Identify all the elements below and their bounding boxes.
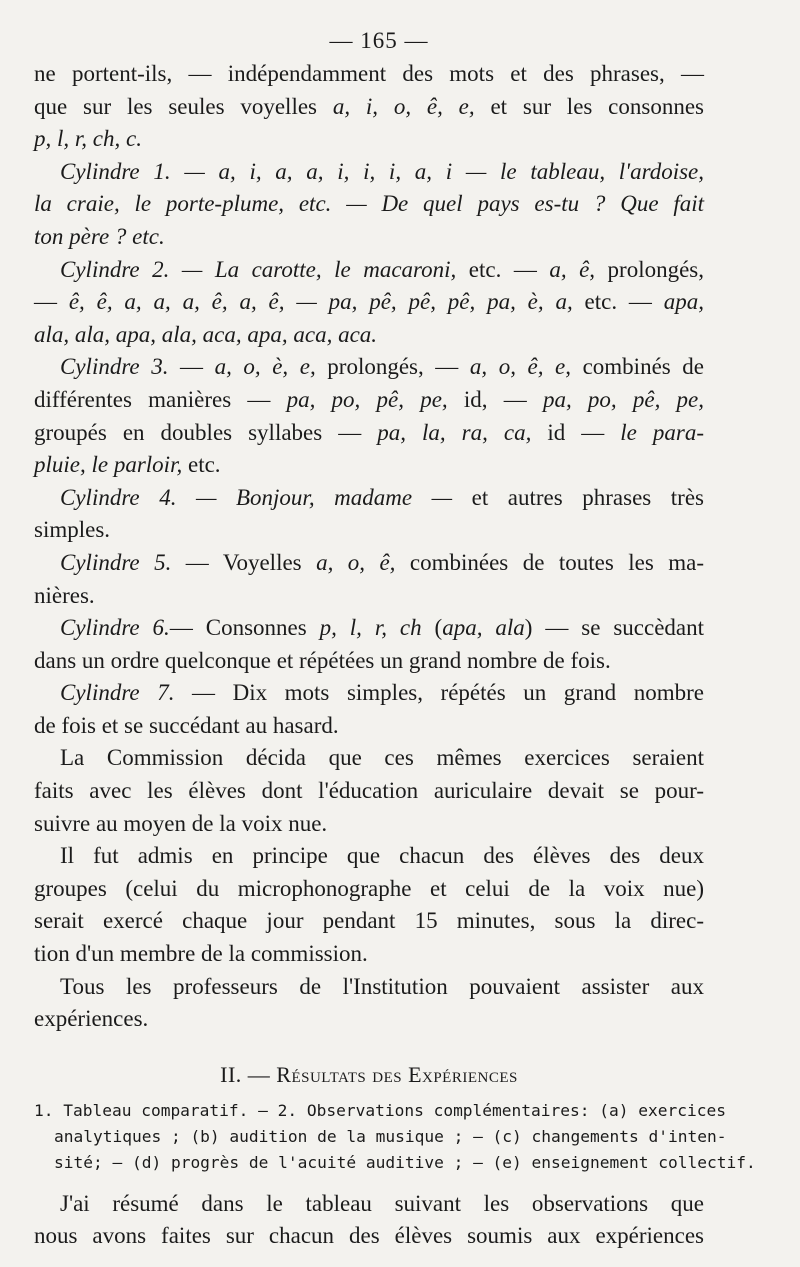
body-text-continued xyxy=(34,1188,704,1253)
text-line: que sur les seules voyelles a, i, o, ê, e, et sur les consonnes xyxy=(34,93,704,119)
paragraph-line: Il fut admis en principe que chacun des élèves des deux xyxy=(60,843,704,869)
cylinder-5-line: Cylindre 5. — Voyelles a, o, ê, combinées de toutes les ma- xyxy=(60,549,704,575)
cylinder-3-line: pluie, le parloir, etc. xyxy=(34,452,221,478)
cylinder-2-line: ala, ala, apa, ala, aca, apa, aca, aca. xyxy=(34,321,378,347)
paragraph-line: expériences. xyxy=(34,1006,149,1032)
cylinder-2-line: Cylindre 2. — La carotte, le macaroni, etc. — a, ê, prolongés, xyxy=(60,256,704,282)
paragraph-line: groupes (celui du microphonographe et celui de la voix nue) xyxy=(34,875,704,901)
section-summary xyxy=(34,1098,756,1176)
section-heading: II. — Résultats des Expériences xyxy=(220,1061,518,1087)
cylinder-7-line: Cylindre 7. — Dix mots simples, répétés un grand nombre xyxy=(60,680,704,706)
paragraph-line: J'ai résumé dans le tableau suivant les observations que xyxy=(60,1190,704,1216)
cylinder-4-line: simples. xyxy=(34,517,111,543)
cylinder-1-line: la craie, le porte-plume, etc. — De quel pays es-tu ? Que fait xyxy=(34,191,704,217)
cylinder-3-line: différentes manières — pa, po, pê, pe, id, — pa, po, pê, pe, xyxy=(34,386,705,412)
summary-line: analytiques ; (b) audition de la musique ; — (c) changements d'inten- xyxy=(54,1126,727,1146)
cylinder-2-line: — ê, ê, a, a, a, ê, a, ê, — pa, pê, pê, pê, pa, è, a, etc. — apa, xyxy=(34,289,705,315)
paragraph-line: La Commission décida que ces mêmes exercices seraient xyxy=(60,745,704,771)
summary-line: 1. Tableau comparatif. — 2. Observations complémentaires: (a) exercices xyxy=(34,1100,726,1120)
cylinder-3-line: Cylindre 3. — a, o, è, e, prolongés, — a, o, ê, e, combinés de xyxy=(60,354,705,380)
paragraph-line: nous avons faites sur chacun des élèves soumis aux expériences xyxy=(34,1223,704,1249)
cylinder-4-line: Cylindre 4. — Bonjour, madame — et autres phrases très xyxy=(60,484,704,510)
paragraph-line: tion d'un membre de la commission. xyxy=(34,941,368,967)
paragraph-line: serait exercé chaque jour pendant 15 minutes, sous la direc- xyxy=(34,908,704,934)
page-number: — 165 — xyxy=(329,28,429,53)
cylinder-6-line: dans un ordre quelconque et répétées un grand nombre de fois. xyxy=(34,647,611,673)
paragraph-line: suivre au moyen de la voix nue. xyxy=(34,810,328,836)
cylinder-3-line: groupés en doubles syllabes — pa, la, ra, ca, id — le para- xyxy=(34,419,704,445)
summary-line: sité; — (d) progrès de l'acuité auditive ; — (e) enseignement collectif. xyxy=(54,1152,756,1172)
cylinder-1-line: ton père ? etc. xyxy=(34,223,165,249)
cylinder-6-line: Cylindre 6.— Consonnes p, l, r, ch (apa, ala) — se succèdant xyxy=(60,615,705,641)
paragraph-line: Tous les professeurs de l'Institution pouvaient assister aux xyxy=(60,973,704,999)
body-text xyxy=(34,58,704,1036)
cylinder-7-line: de fois et se succédant au hasard. xyxy=(34,712,339,738)
paragraph-line: faits avec les élèves dont l'éducation auriculaire devait se pour- xyxy=(34,778,704,804)
text-line: ne portent-ils, — indépendamment des mots et des phrases, — xyxy=(34,61,704,86)
cylinder-1-line: Cylindre 1. — a, i, a, a, i, i, i, a, i — le tableau, l'ardoise, xyxy=(60,158,704,184)
text-line: p, l, r, ch, c. xyxy=(34,126,142,152)
cylinder-5-line: nières. xyxy=(34,582,95,608)
